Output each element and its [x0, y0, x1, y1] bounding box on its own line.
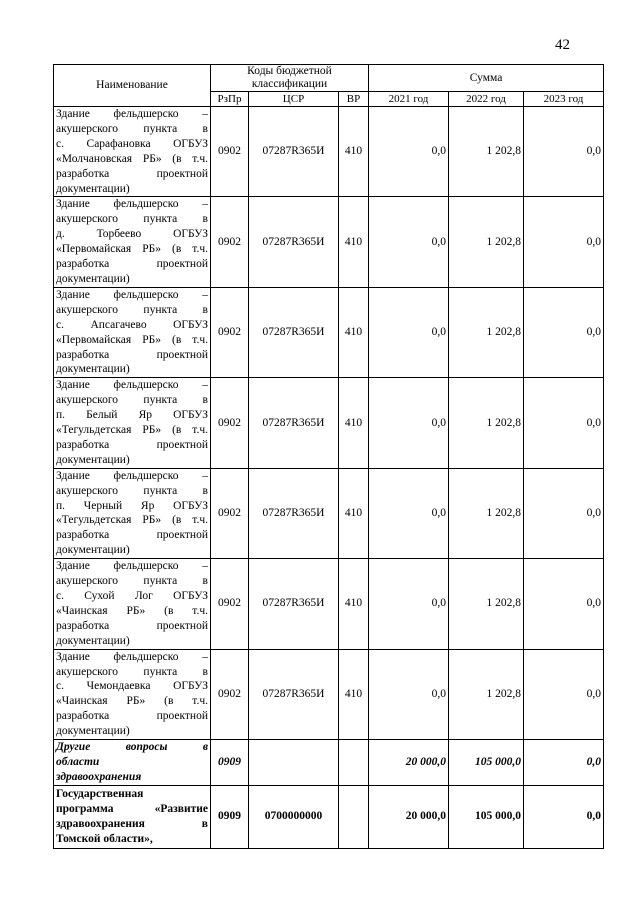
cell-2021: 0,0 [369, 559, 449, 649]
name-line: с. Апсагачево ОГБУЗ [56, 318, 208, 331]
table-row [54, 378, 604, 468]
header-2022: 2022 год [449, 92, 524, 107]
name-line: «Тегульдетская РБ» (в т.ч. [56, 424, 208, 437]
name-line: программа «Развитие [56, 802, 208, 815]
row-name [54, 287, 211, 377]
name-line: акушерского пункта в [56, 665, 208, 678]
cell-2023: 0,0 [524, 378, 604, 468]
name-line: с. Чемондаевка ОГБУЗ [56, 680, 208, 693]
name-line: Томской области», [56, 832, 153, 845]
name-line: «Тегульдетская РБ» (в т.ч. [56, 514, 208, 527]
name-line: Здание фельдшерско – [56, 108, 208, 120]
cell-csr: 07287R365И [249, 107, 339, 197]
name-line: разработка проектной [56, 619, 208, 632]
cell-2023: 0,0 [524, 649, 604, 739]
header-2021: 2021 год [369, 92, 449, 107]
cell-rzpr: 0902 [211, 197, 249, 287]
row-name [54, 740, 211, 786]
page-number: 42 [555, 37, 570, 53]
table-row [54, 468, 604, 558]
row-name [54, 649, 211, 739]
name-line: разработка проектной [56, 167, 208, 180]
cell-2021: 0,0 [369, 649, 449, 739]
cell-2023: 0,0 [524, 287, 604, 377]
header-name: Наименование [54, 65, 211, 107]
header-vr: ВР [339, 92, 369, 107]
row-other-health [54, 740, 604, 786]
budget-table [53, 64, 604, 849]
table-body [54, 107, 604, 849]
cell-2023: 0,0 [524, 107, 604, 197]
name-line: здравоохранения [56, 770, 142, 783]
table-row [54, 287, 604, 377]
cell-vr [339, 785, 369, 848]
cell-2022: 1 202,8 [449, 468, 524, 558]
cell-2022: 105 000,0 [449, 785, 524, 848]
name-line: «Молчановская РБ» (в т.ч. [56, 152, 208, 165]
table-row [54, 107, 604, 197]
cell-rzpr: 0902 [211, 649, 249, 739]
name-line: д. Торбеево ОГБУЗ [56, 228, 208, 241]
cell-2023: 0,0 [524, 740, 604, 786]
cell-2023: 0,0 [524, 559, 604, 649]
row-name [54, 197, 211, 287]
name-line: Государственная [56, 787, 144, 800]
cell-vr: 410 [339, 287, 369, 377]
cell-2021: 0,0 [369, 287, 449, 377]
name-line: «Чаинская РБ» (в т.ч. [56, 695, 208, 708]
name-line: Другие вопросы в [56, 741, 208, 754]
row-name [54, 107, 211, 197]
name-line: документации) [56, 725, 130, 738]
cell-csr [249, 740, 339, 786]
cell-csr: 07287R365И [249, 468, 339, 558]
name-line: с. Сухой Лог ОГБУЗ [56, 590, 208, 602]
cell-vr: 410 [339, 468, 369, 558]
name-line: области [56, 755, 100, 768]
cell-2022: 1 202,8 [449, 287, 524, 377]
name-line: Здание фельдшерско – [56, 650, 208, 663]
cell-2021: 20 000,0 [369, 740, 449, 786]
cell-vr: 410 [339, 107, 369, 197]
cell-2023: 0,0 [524, 197, 604, 287]
header-rzpr: РзПр [211, 92, 249, 107]
name-line: акушерского пункта в [56, 575, 208, 588]
table-row [54, 197, 604, 287]
row-name [54, 785, 211, 848]
name-line: разработка проектной [56, 438, 208, 451]
cell-rzpr: 0902 [211, 287, 249, 377]
cell-2021: 0,0 [369, 197, 449, 287]
name-line: акушерского пункта в [56, 122, 208, 135]
name-line: «Первомайская РБ» (в т.ч. [56, 333, 208, 346]
row-state-program [54, 785, 604, 848]
name-line: документации) [56, 182, 130, 195]
cell-2023: 0,0 [524, 785, 604, 848]
cell-vr: 410 [339, 197, 369, 287]
name-line: разработка проектной [56, 710, 208, 723]
cell-rzpr: 0909 [211, 785, 249, 848]
cell-2022: 1 202,8 [449, 378, 524, 468]
cell-rzpr: 0902 [211, 559, 249, 649]
name-line: документации) [56, 453, 130, 466]
cell-rzpr: 0902 [211, 378, 249, 468]
cell-2021: 20 000,0 [369, 785, 449, 848]
name-line: Здание фельдшерско – [56, 379, 208, 392]
name-line: Здание фельдшерско – [56, 560, 208, 573]
cell-csr: 07287R365И [249, 378, 339, 468]
cell-rzpr: 0902 [211, 468, 249, 558]
cell-2022: 1 202,8 [449, 559, 524, 649]
name-line: п. Белый Яр ОГБУЗ [56, 409, 208, 422]
header-csr: ЦСР [249, 92, 339, 107]
cell-2022: 1 202,8 [449, 107, 524, 197]
table-row [54, 649, 604, 739]
name-line: акушерского пункта в [56, 484, 208, 497]
cell-2022: 1 202,8 [449, 649, 524, 739]
cell-2022: 105 000,0 [449, 740, 524, 786]
name-line: разработка проектной [56, 529, 208, 542]
row-name [54, 378, 211, 468]
row-name [54, 468, 211, 558]
cell-vr: 410 [339, 559, 369, 649]
cell-2022: 1 202,8 [449, 197, 524, 287]
header-sum: Сумма [369, 65, 604, 92]
name-line: здравоохранения в [56, 817, 208, 830]
name-line: акушерского пункта в [56, 303, 208, 316]
cell-2021: 0,0 [369, 107, 449, 197]
name-line: разработка проектной [56, 258, 208, 271]
name-line: п. Черный Яр ОГБУЗ [56, 499, 208, 512]
name-line: «Первомайская РБ» (в т.ч. [56, 243, 208, 256]
name-line: с. Сарафановка ОГБУЗ [56, 137, 208, 150]
cell-vr: 410 [339, 649, 369, 739]
row-name [54, 559, 211, 649]
cell-vr: 410 [339, 378, 369, 468]
name-line: Здание фельдшерско – [56, 198, 208, 211]
cell-csr: 0700000000 [249, 785, 339, 848]
cell-csr: 07287R365И [249, 559, 339, 649]
cell-rzpr: 0902 [211, 107, 249, 197]
header-row-top [54, 65, 604, 92]
name-line: акушерского пункта в [56, 213, 208, 226]
cell-csr: 07287R365И [249, 287, 339, 377]
cell-vr [339, 740, 369, 786]
cell-rzpr: 0909 [211, 740, 249, 786]
table-row [54, 559, 604, 649]
header-2023: 2023 год [524, 92, 604, 107]
name-line: документации) [56, 272, 130, 285]
cell-2021: 0,0 [369, 378, 449, 468]
name-line: Здание фельдшерско – [56, 469, 208, 482]
cell-csr: 07287R365И [249, 197, 339, 287]
name-line: документации) [56, 634, 130, 647]
name-line: акушерского пункта в [56, 394, 208, 407]
cell-2023: 0,0 [524, 468, 604, 558]
cell-2021: 0,0 [369, 468, 449, 558]
name-line: «Чаинская РБ» (в т.ч. [56, 604, 208, 617]
header-codes: Коды бюджетной классификации [211, 65, 369, 92]
name-line: разработка проектной [56, 348, 208, 361]
name-line: документации) [56, 544, 130, 557]
cell-csr: 07287R365И [249, 649, 339, 739]
name-line: Здание фельдшерско – [56, 288, 208, 301]
name-line: документации) [56, 363, 130, 376]
